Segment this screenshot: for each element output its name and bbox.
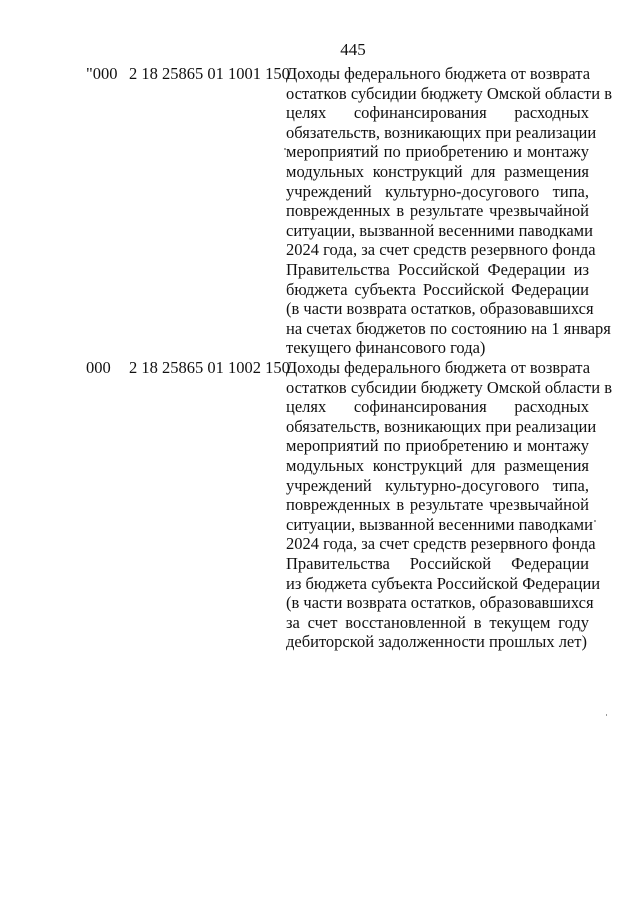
description-line: текущего финансового года): [286, 338, 486, 358]
description-line: модульных конструкций для размещения: [286, 455, 589, 475]
income-description: [286, 358, 613, 652]
description-line: бюджета субъекта Российской Федерации: [286, 279, 589, 299]
page-number: 445: [340, 40, 366, 59]
description-line: из бюджета субъекта Российской Федерации: [286, 573, 601, 593]
scan-speck: [606, 714, 607, 716]
description-line: целях софинансирования расходных: [286, 397, 589, 417]
scan-speck: [284, 148, 286, 150]
description-line: 2024 года, за счет средств резервного фонда: [286, 240, 596, 260]
income-description: [286, 64, 613, 358]
description-line: модульных конструкций для размещения: [286, 161, 589, 181]
description-line: остатков субсидии бюджету Омской области в: [286, 377, 613, 397]
description-line: учреждений культурно-досугового типа,: [286, 475, 589, 495]
description-line: Правительства Российской Федерации: [286, 553, 589, 573]
description-line: поврежденных в результате чрезвычайной: [286, 201, 589, 221]
description-line: ситуации, вызванной весенними паводками: [286, 514, 593, 534]
description-line: целях софинансирования расходных: [286, 103, 589, 123]
description-line: (в части возврата остатков, образовавшихся: [286, 299, 594, 319]
admin-code: 000: [86, 358, 111, 377]
description-line: Доходы федерального бюджета от возврата: [286, 358, 591, 377]
description-line: 2024 года, за счет средств резервного фонда: [286, 534, 596, 554]
budget-classification-code: 2 18 25865 01 1002 150: [129, 358, 290, 377]
description-line: мероприятий по приобретению и монтажу: [286, 436, 589, 456]
description-line: Доходы федерального бюджета от возврата: [286, 64, 591, 83]
description-line: Правительства Российской Федерации из: [286, 259, 589, 279]
description-line: остатков субсидии бюджету Омской области в: [286, 83, 613, 103]
admin-code: "000: [86, 64, 118, 83]
description-line: учреждений культурно-досугового типа,: [286, 181, 589, 201]
description-line: дебиторской задолженности прошлых лет): [286, 632, 587, 652]
description-line: поврежденных в результате чрезвычайной: [286, 495, 589, 515]
description-line: обязательств, возникающих при реализации: [286, 416, 597, 436]
budget-classification-code: 2 18 25865 01 1001 150: [129, 64, 290, 83]
scan-speck: [594, 520, 596, 522]
description-line: за счет восстановленной в текущем году: [286, 612, 589, 632]
description-line: ситуации, вызванной весенними паводками: [286, 220, 593, 240]
description-line: на счетах бюджетов по состоянию на 1 января: [286, 318, 611, 338]
description-line: (в части возврата остатков, образовавшихся: [286, 593, 594, 613]
description-line: обязательств, возникающих при реализации: [286, 122, 597, 142]
description-line: мероприятий по приобретению и монтажу: [286, 142, 589, 162]
